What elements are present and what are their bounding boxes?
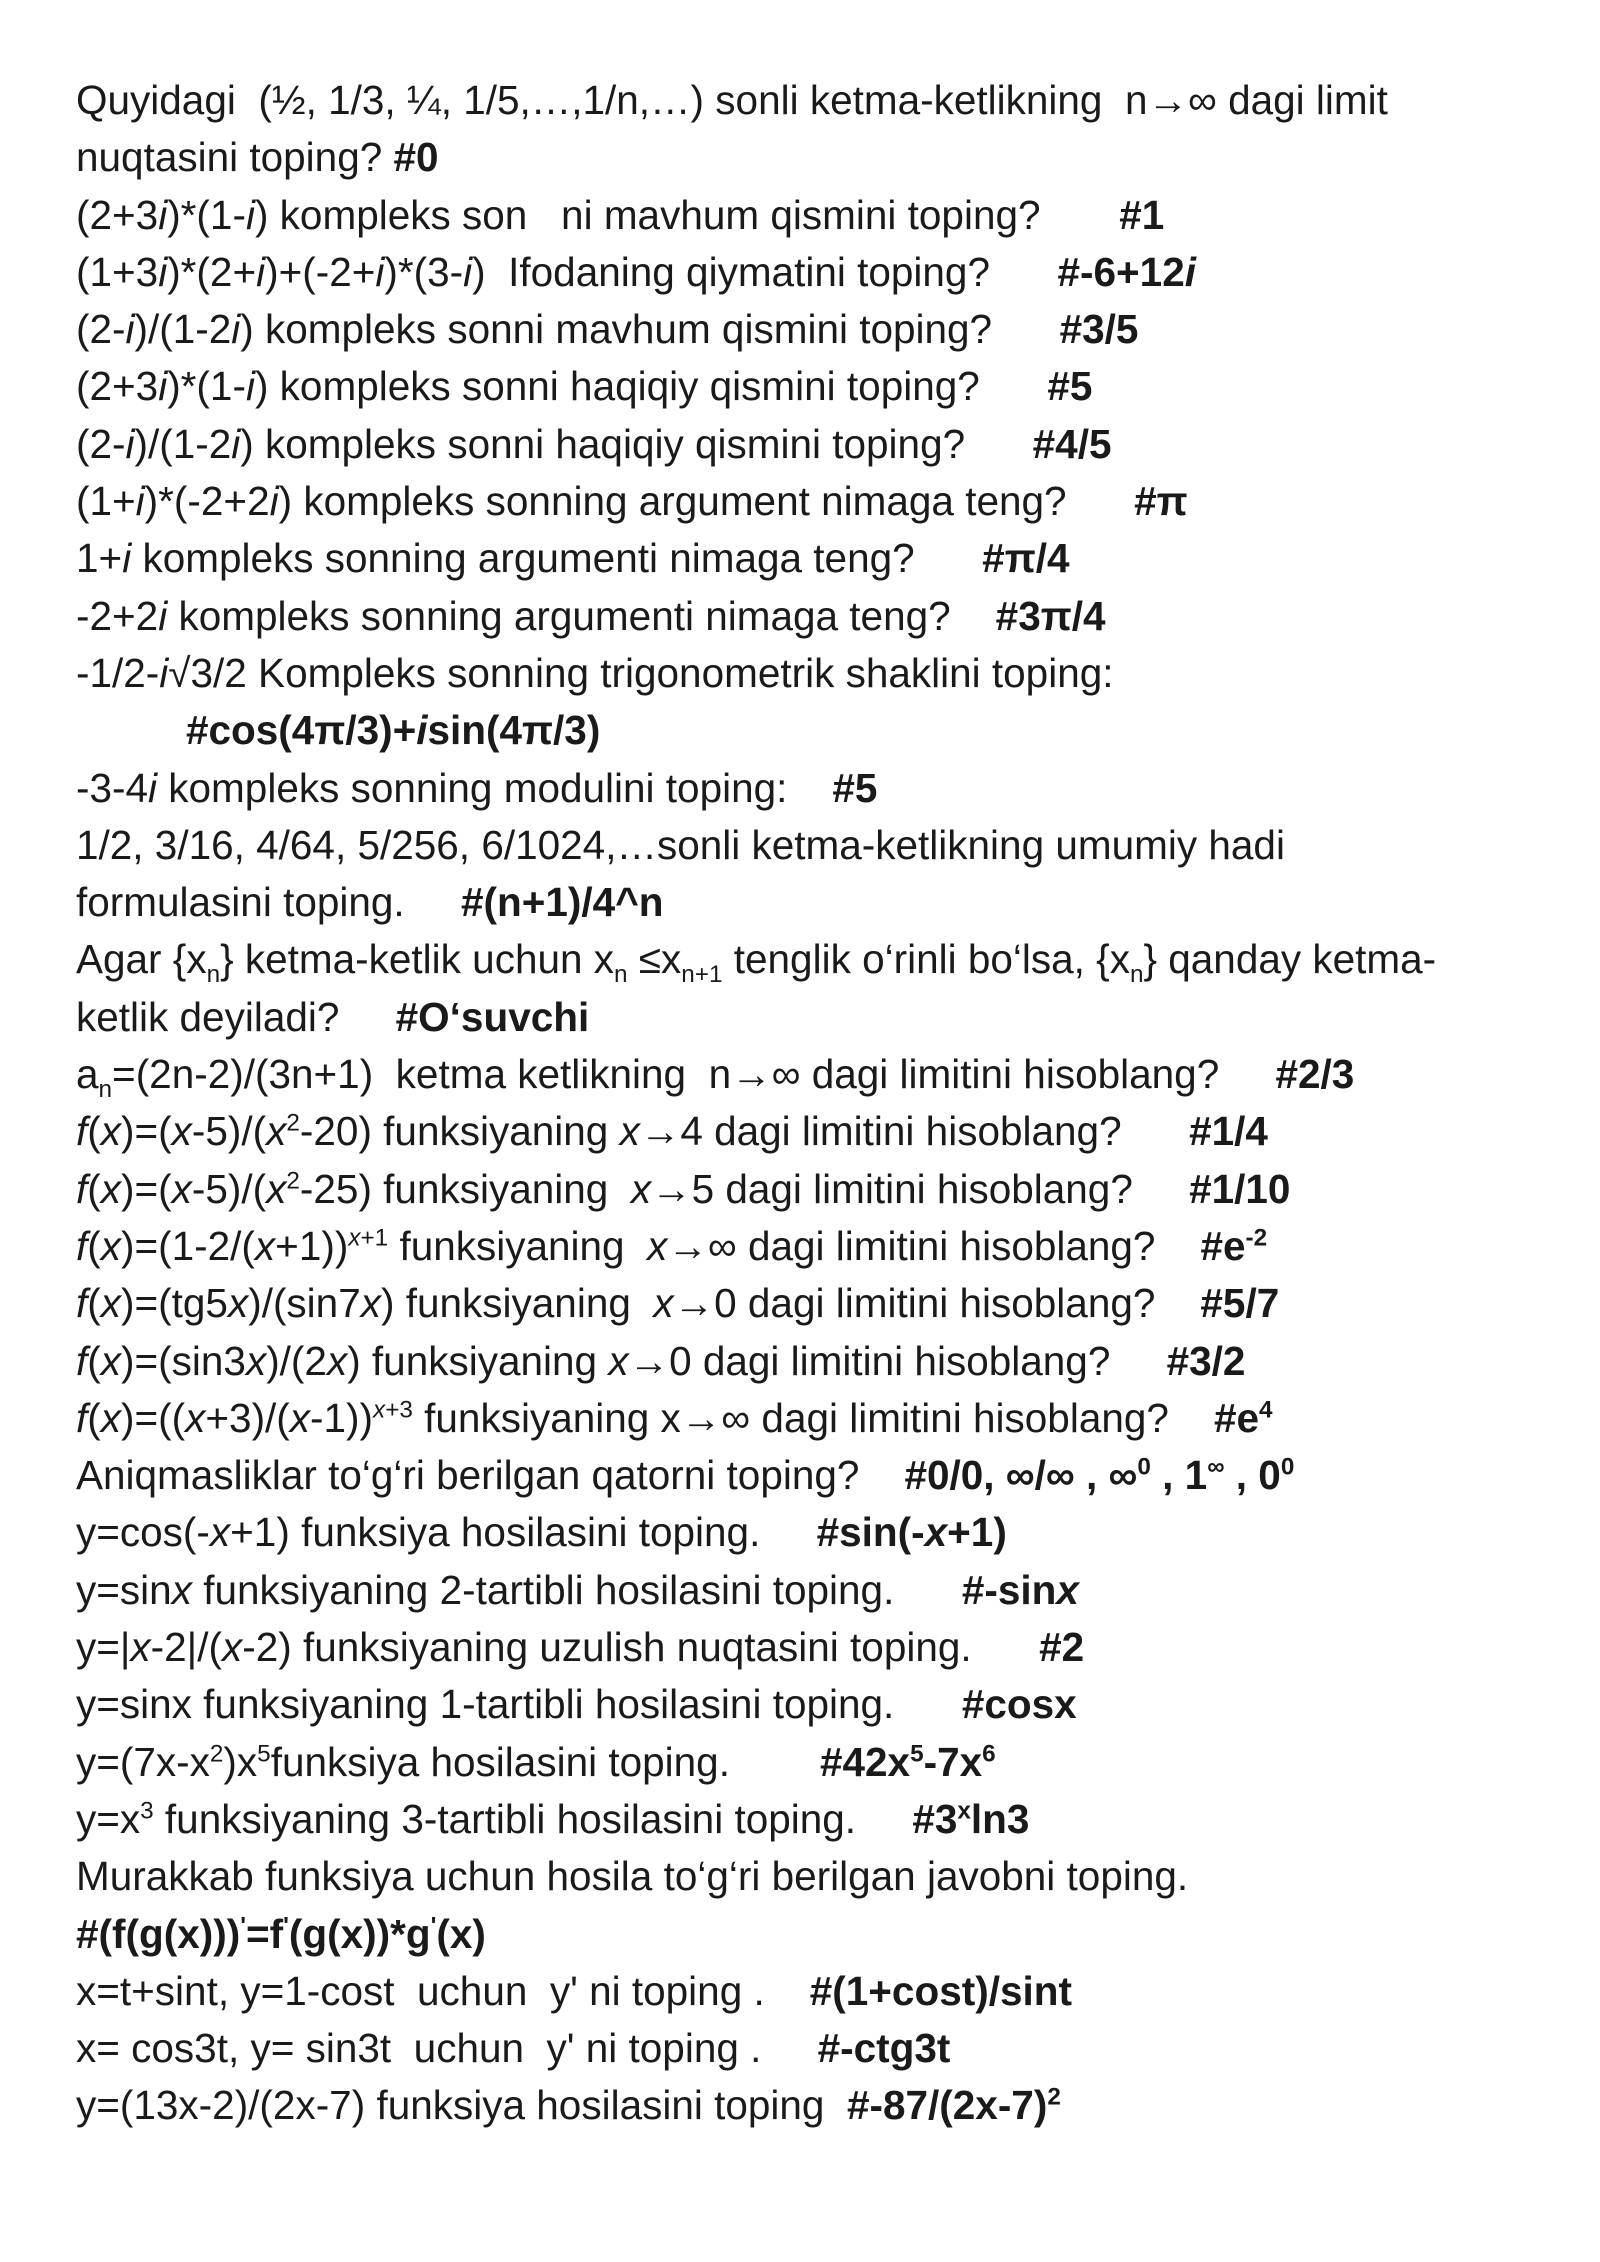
text-line: ketlik deyiladi? #O‘suvchi: [76, 993, 590, 1040]
text-line: Murakkab funksiya uchun hosila to‘g‘ri berilgan javobni toping.: [76, 1853, 1189, 1900]
text-line: (2+3i)*(1-i) kompleks sonni haqiqiy qismini toping? #5: [76, 363, 1093, 410]
text-line: f(x)=(tg5x)/(sin7x) funksiyaning x→0 dagi limitini hisoblang? #5/7: [76, 1280, 1280, 1327]
text-line: -1/2-i√3/2 Kompleks sonning trigonometrik shaklini toping:: [76, 649, 1114, 696]
text-line: $y=x^3$ funksiyaning 3-tartibli hosilasini toping. #3$^x$ln3: [76, 1795, 1030, 1842]
text-line: y=(13x-2)/(2x-7) funksiya hosilasini toping $\#-87/(2x-7)^2$: [76, 2082, 1061, 2129]
text-line: (1+i)*(-2+2i) kompleks sonning argument nimaga teng? #π: [76, 478, 1188, 525]
text-line: -2+2i kompleks sonning argumenti nimaga teng? #3π/4: [76, 592, 1106, 639]
text-line: formulasini toping. #(n+1)/4^n: [76, 879, 664, 926]
text-line: x=t+sint, y=1-cost uchun y' ni toping . #(1+cost)/sint: [76, 1967, 1072, 2014]
text-line: Quyidagi (½, 1/3, ¼, 1/5,…,1/n,…) sonli ketma-ketlikning n→∞ dagi limit: [76, 77, 1388, 123]
text-line: #(f(g(x)))'=f'(g(x))*g'(x): [76, 1910, 486, 1957]
text-line: Aniqmasliklar to‘g‘ri berilgan qatorni toping? #0/0, ∞/∞ , ∞$^0$ , 1∞ , $0^0$: [76, 1452, 1295, 1499]
text-line: nuqtasini toping? #0: [76, 134, 439, 181]
text-line: 1+i kompleks sonning argumenti nimaga teng? #π/4: [76, 535, 1070, 582]
text-line: $a_n=(2n-2)/(3n+1)$ ketma ketlikning n→∞ dagi limitini hisoblang? #2/3: [76, 1051, 1355, 1104]
text-line: $y=(7x-x^2)x^5funksiya$ hosilasini toping. $\#42x^5-7x^6$: [76, 1738, 996, 1785]
text-line: x= cos3t, y= sin3t uchun y' ni toping . #-ctg3t: [76, 2025, 951, 2072]
text-line: y=sinx funksiyaning 2-tartibli hosilasini toping. #-sinx: [76, 1566, 1079, 1613]
text-line: (2-i)/(1-2i) kompleks sonni haqiqiy qismini toping? #4/5: [76, 420, 1112, 467]
text-line: $f(x)=(1-2/(x+1))^{x+1}$ funksiyaning x→∞ dagi limitini hisoblang? $\#e^{-2}$: [76, 1222, 1268, 1269]
text-line: $f(x)=(x-5)/(x^2-20)$ funksiyaning x→4 dagi limitini hisoblang? #1/4: [76, 1108, 1268, 1155]
document-page: [76, 72, 1546, 2135]
text-line: y=|x-2|/(x-2) funksiyaning uzulish nuqtasini toping. #2: [76, 1624, 1085, 1671]
text-line: Agar $\{x_n\}$ ketma-ketlik uchun $x_n \le x_{n+1}$ tenglik o‘rinli bo‘lsa, $\{x_n\}$ qanday ketma-: [76, 936, 1437, 989]
text-line: f(x)=(sin3x)/(2x) funksiyaning x→0 dagi limitini hisoblang? #3/2: [76, 1337, 1246, 1384]
text-line: (2-i)/(1-2i) kompleks sonni mavhum qismini toping? #3/5: [76, 306, 1139, 353]
text-line: (2+3i)*(1-i) kompleks son ni mavhum qismini toping? #1: [76, 191, 1165, 238]
text-line: y=sinx funksiyaning 1-tartibli hosilasini toping. #cosx: [76, 1681, 1077, 1728]
text-line: y=cos(-x+1) funksiya hosilasini toping. #sin(-x+1): [76, 1509, 1007, 1556]
text-line: $f(x)=((x+3)/(x-1))^{x+3}$ funksiyaning x→∞ dagi limitini hisoblang? $\#e^4$: [76, 1394, 1273, 1441]
text-line: (1+3i)*(2+i)+(-2+i)*(3-i) Ifodaning qiymatini toping? #-6+12i: [76, 248, 1197, 295]
text-line: -3-4i kompleks sonning modulini toping: #5: [76, 764, 878, 811]
text-line: $f(x)=(x-5)/(x^2-25)$ funksiyaning x→5 dagi limitini hisoblang? #1/10: [76, 1165, 1291, 1212]
text-line: #cos(4π/3)+isin(4π/3): [186, 707, 601, 754]
text-line: 1/2, 3/16, 4/64, 5/256, 6/1024,…sonli ketma-ketlikning umumiy hadi: [76, 821, 1285, 868]
